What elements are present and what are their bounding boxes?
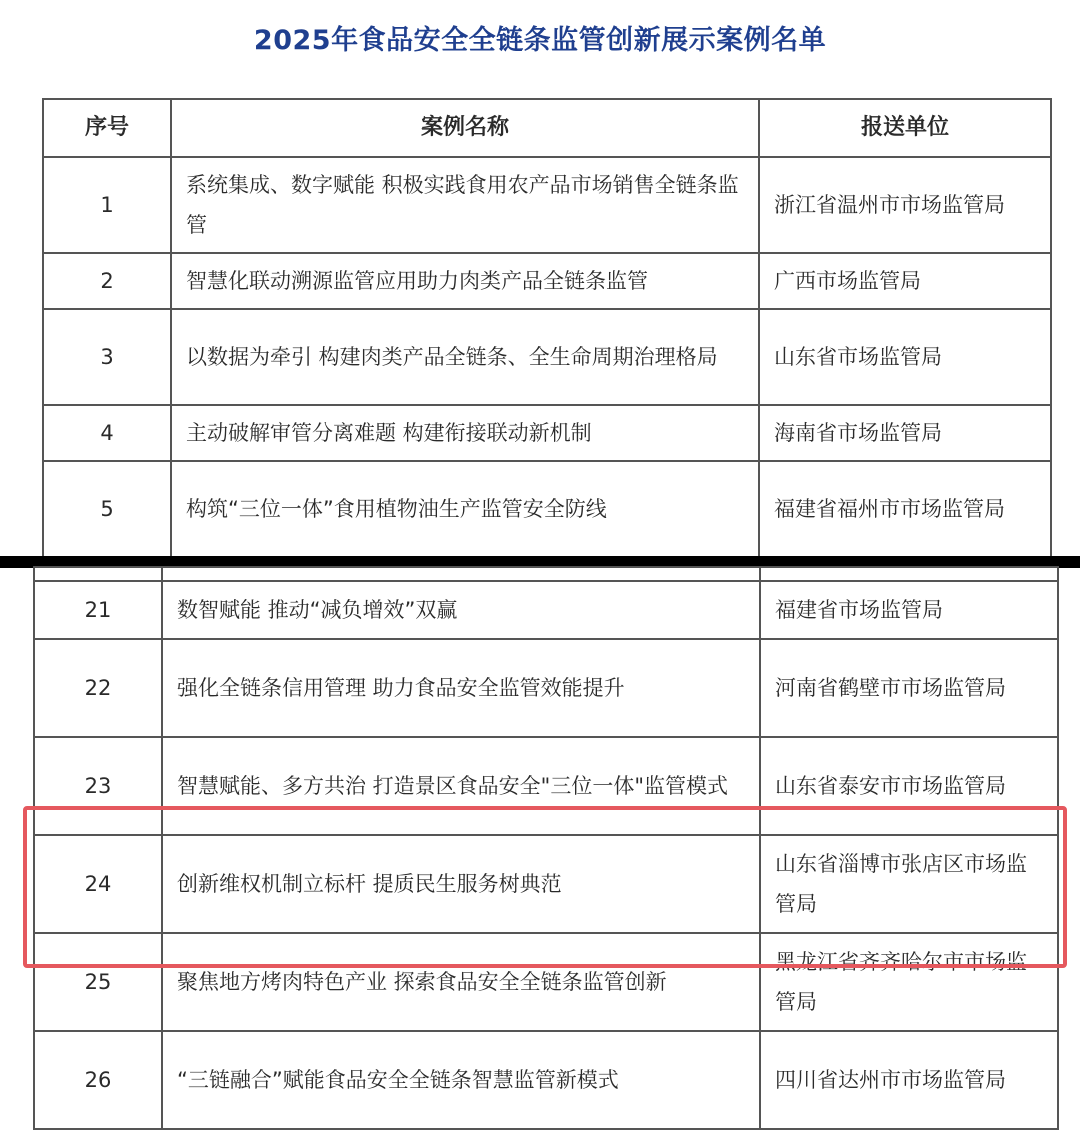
row-case-name: 系统集成、数字赋能 积极实践食用农产品市场销售全链条监管 (171, 157, 759, 253)
row-index: 26 (34, 1031, 162, 1129)
row-index: 3 (43, 309, 171, 405)
row-index: 24 (34, 835, 162, 933)
table-row (34, 639, 1058, 737)
row-index: 23 (34, 737, 162, 835)
header-index: 序号 (43, 99, 171, 157)
row-case-name: 构筑“三位一体”食用植物油生产监管安全防线 (171, 461, 759, 557)
row-case-name: “三链融合”赋能食品安全全链条智慧监管新模式 (162, 1031, 760, 1129)
row-index: 25 (34, 933, 162, 1031)
header-case-name: 案例名称 (171, 99, 759, 157)
row-case-name: 智慧赋能、多方共治 打造景区食品安全"三位一体"监管模式 (162, 737, 760, 835)
row-case-name: 数智赋能 推动“减负增效”双赢 (162, 581, 760, 639)
table-row-partial (34, 567, 1058, 581)
row-unit: 黑龙江省齐齐哈尔市市场监管局 (760, 933, 1058, 1031)
row-unit: 海南省市场监管局 (759, 405, 1051, 461)
row-unit: 广西市场监管局 (759, 253, 1051, 309)
case-table-bottom (33, 566, 1059, 1130)
row-unit: 四川省达州市市场监管局 (760, 1031, 1058, 1129)
row-unit: 山东省泰安市市场监管局 (760, 737, 1058, 835)
row-case-name: 智慧化联动溯源监管应用助力肉类产品全链条监管 (171, 253, 759, 309)
row-unit: 河南省鹤壁市市场监管局 (760, 639, 1058, 737)
row-unit: 福建省福州市市场监管局 (759, 461, 1051, 557)
table-row (43, 461, 1051, 557)
table-row (43, 253, 1051, 309)
table-row (43, 405, 1051, 461)
row-unit: 浙江省温州市市场监管局 (759, 157, 1051, 253)
table-row (43, 157, 1051, 253)
table-row (34, 1031, 1058, 1129)
row-index: 4 (43, 405, 171, 461)
case-table-top (42, 98, 1052, 558)
row-index: 22 (34, 639, 162, 737)
table-row-highlighted (34, 835, 1058, 933)
row-unit: 福建省市场监管局 (760, 581, 1058, 639)
table-row (43, 309, 1051, 405)
row-case-name: 强化全链条信用管理 助力食品安全监管效能提升 (162, 639, 760, 737)
row-case-name: 创新维权机制立标杆 提质民生服务树典范 (162, 835, 760, 933)
table-row (34, 581, 1058, 639)
row-case-name: 聚焦地方烤肉特色产业 探索食品安全全链条监管创新 (162, 933, 760, 1031)
table-row (34, 933, 1058, 1031)
row-case-name: 主动破解审管分离难题 构建衔接联动新机制 (171, 405, 759, 461)
row-index: 1 (43, 157, 171, 253)
row-unit: 山东省淄博市张店区市场监管局 (760, 835, 1058, 933)
table-header-row (43, 99, 1051, 157)
table-row (34, 737, 1058, 835)
row-index: 5 (43, 461, 171, 557)
row-case-name: 以数据为牵引 构建肉类产品全链条、全生命周期治理格局 (171, 309, 759, 405)
header-unit: 报送单位 (759, 99, 1051, 157)
row-unit: 山东省市场监管局 (759, 309, 1051, 405)
page-title: 2025年食品安全全链条监管创新展示案例名单 (253, 25, 827, 56)
row-index: 21 (34, 581, 162, 639)
row-index: 2 (43, 253, 171, 309)
